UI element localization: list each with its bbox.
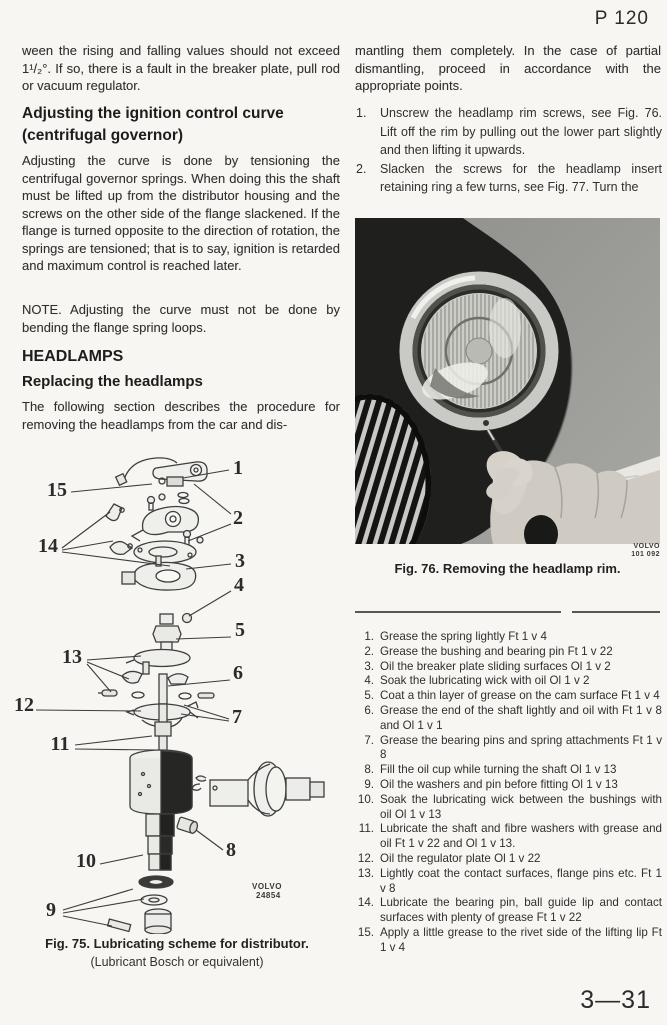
- list-item-number: 12.: [357, 851, 374, 865]
- list-item-number: 11.: [358, 822, 374, 836]
- page-number: 3—31: [580, 986, 651, 1014]
- list-item: [352, 926, 662, 956]
- list-item: [352, 734, 662, 764]
- list-item-text: Lubricate the shaft and fibre washers with grease and oil Ft 1 v 22 and Ol 1 v 13.: [380, 822, 662, 851]
- callout-number-7: 7: [232, 706, 242, 728]
- list-item-text: Soak the lubricating wick with oil Ol 1 v 2: [380, 674, 590, 688]
- divider-segment: [572, 611, 660, 613]
- fig75-credit-volvo: VOLVO: [252, 882, 282, 891]
- heading-adjusting-curve: [22, 103, 284, 147]
- callout-number-1: 1: [233, 457, 243, 479]
- fig76-photo: [355, 218, 660, 544]
- list-item-number: 8.: [364, 763, 374, 777]
- list-item-number: 6.: [364, 703, 374, 717]
- callout-number-4: 4: [234, 574, 244, 596]
- list-item: [352, 689, 662, 704]
- list-item-number: 4.: [364, 674, 374, 688]
- callout-number-13: 13: [62, 646, 82, 668]
- list-item-number: 5.: [364, 689, 374, 703]
- heading-headlamps: HEADLAMPS: [22, 348, 124, 365]
- callout-number-8: 8: [226, 839, 236, 861]
- callout-number-3: 3: [235, 550, 245, 572]
- fig75-caption: Fig. 75. Lubricating scheme for distributor.: [45, 936, 309, 951]
- list-item: [352, 896, 662, 926]
- intro-paragraph-right: mantling them completely. In the case of partial dismantling, proceed in accordance with the appropriate points.: [355, 43, 661, 93]
- heading-replacing-headlamps: Replacing the headlamps: [22, 373, 203, 390]
- list-item-number: 2.: [364, 644, 374, 658]
- callout-number-11: 11: [50, 733, 70, 755]
- fig75-callouts: [14, 457, 245, 926]
- list-item-number: 14.: [357, 896, 374, 910]
- paragraph-note: NOTE. Adjusting the curve must not be done by bending the flange spring loops.: [22, 302, 340, 335]
- list-item-number: 9.: [364, 777, 374, 791]
- list-item-number: 10.: [357, 792, 374, 806]
- list-item-text: Grease the end of the shaft lightly and oil with Ft 1 v 8 and Ol 1 v 1: [380, 703, 662, 732]
- list-item: [352, 660, 662, 675]
- paragraph-adjusting-curve: Adjusting the curve is done by tensioning the centrifugal governor springs. When doing this the shaft must be lifted up from the distributor housing and the screws on the other side of the flange slackened. If the flange is turned opposite to the direction of rotation, the springs are tensioned; that is to say, ignition is retarded and maximum control is reached later.: [22, 153, 340, 273]
- list-item-text: Unscrew the headlamp rim screws, see Fig. 76. Lift off the rim by pulling out the lower part slightly and then lifting it upwards.: [380, 106, 662, 157]
- intro-paragraph-left: ween the rising and falling values should not exceed 1¹/₂°. If so, there is a fault in the breaker plate, pull rod or vacuum regulator.: [22, 43, 340, 93]
- headlamp-illustration: [399, 271, 559, 431]
- divider-segment: [355, 611, 561, 613]
- list-item-number: 13.: [357, 866, 374, 880]
- callout-number-15: 15: [47, 479, 67, 501]
- list-item-text: Grease the bearing pins and spring attachments Ft 1 v 8: [380, 733, 662, 762]
- list-item: [352, 867, 662, 897]
- list-item-number: 1.: [356, 106, 367, 120]
- fig76-credit-number: 101 092: [631, 550, 660, 558]
- fig75-diagram: [10, 448, 340, 934]
- distributor-exploded-illustration: [10, 448, 340, 934]
- list-item-number: 2.: [356, 161, 367, 176]
- section-divider: [355, 611, 660, 613]
- lubrication-points-list: [352, 630, 662, 956]
- list-item: [356, 160, 662, 197]
- fig76-caption: Fig. 76. Removing the headlamp rim.: [394, 561, 621, 576]
- list-item: [352, 822, 662, 852]
- list-item-text: Fill the oil cup while turning the shaft Ol 1 v 13: [380, 763, 617, 777]
- list-item-text: Oil the regulator plate Ol 1 v 22: [380, 851, 541, 865]
- list-item-text: Oil the washers and pin before fitting Ol 1 v 13: [380, 777, 618, 791]
- list-item-text: Soak the lubricating wick between the bushings with oil Ol 1 v 13: [380, 792, 662, 821]
- list-item: [352, 763, 662, 778]
- list-item: [352, 704, 662, 734]
- fig75-caption-sub: (Lubricant Bosch or equivalent): [90, 955, 264, 969]
- callout-number-12: 12: [14, 694, 34, 716]
- list-item: [352, 630, 662, 645]
- list-item-text: Apply a little grease to the rivet side of the lifting lip Ft 1 v 4: [380, 925, 662, 954]
- callout-number-2: 2: [233, 507, 243, 529]
- list-item-text: Lightly coat the contact surfaces, flange pins etc. Ft 1 v 8: [380, 866, 662, 895]
- list-item-number: 1.: [364, 630, 374, 643]
- fig75-credit-number: 24854: [256, 891, 281, 900]
- list-item-number: 7.: [364, 733, 374, 747]
- page-header-code: P 120: [594, 8, 649, 29]
- callout-number-6: 6: [233, 662, 243, 684]
- callout-number-9: 9: [46, 899, 56, 921]
- fig76-credit: [355, 543, 660, 558]
- list-item-number: 3.: [364, 659, 374, 673]
- list-item: [352, 645, 662, 660]
- list-item: [352, 793, 662, 823]
- paragraph-replacing-headlamps: The following section describes the procedure for removing the headlamps from the car and dis-: [22, 399, 340, 432]
- callout-number-10: 10: [76, 850, 96, 872]
- list-item-text: Grease the bushing and bearing pin Ft 1 v 22: [380, 644, 613, 658]
- list-item: [352, 778, 662, 793]
- headlamp-steps-list: [356, 104, 662, 197]
- list-item-text: Coat a thin layer of grease on the cam surface Ft 1 v 4: [380, 689, 660, 703]
- headlamp-photo-illustration: [355, 218, 660, 544]
- list-item-text: Slacken the screws for the headlamp insert retaining ring a few turns, see Fig. 77. Turn the: [380, 161, 662, 194]
- list-item-text: Lubricate the bearing pin, ball guide lip and contact surfaces with plenty of grease Ft 1 v 22: [380, 896, 662, 925]
- heading-line-2: (centrifugal governor): [22, 127, 184, 144]
- distributor-parts: [98, 458, 324, 934]
- list-item-number: 15.: [357, 925, 374, 939]
- list-item: [356, 104, 662, 160]
- list-item: [352, 852, 662, 867]
- callout-number-5: 5: [235, 619, 245, 641]
- list-item: [352, 674, 662, 689]
- list-item-text: Oil the breaker plate sliding surfaces Ol 1 v 2: [380, 659, 611, 673]
- oil-cup: [177, 817, 199, 834]
- heading-line-1: Adjusting the ignition control curve: [22, 105, 284, 122]
- callout-number-14: 14: [38, 535, 58, 557]
- fig76-credit-volvo: VOLVO: [633, 543, 660, 550]
- list-item-text: Grease the spring lightly Ft 1 v 4: [380, 630, 547, 643]
